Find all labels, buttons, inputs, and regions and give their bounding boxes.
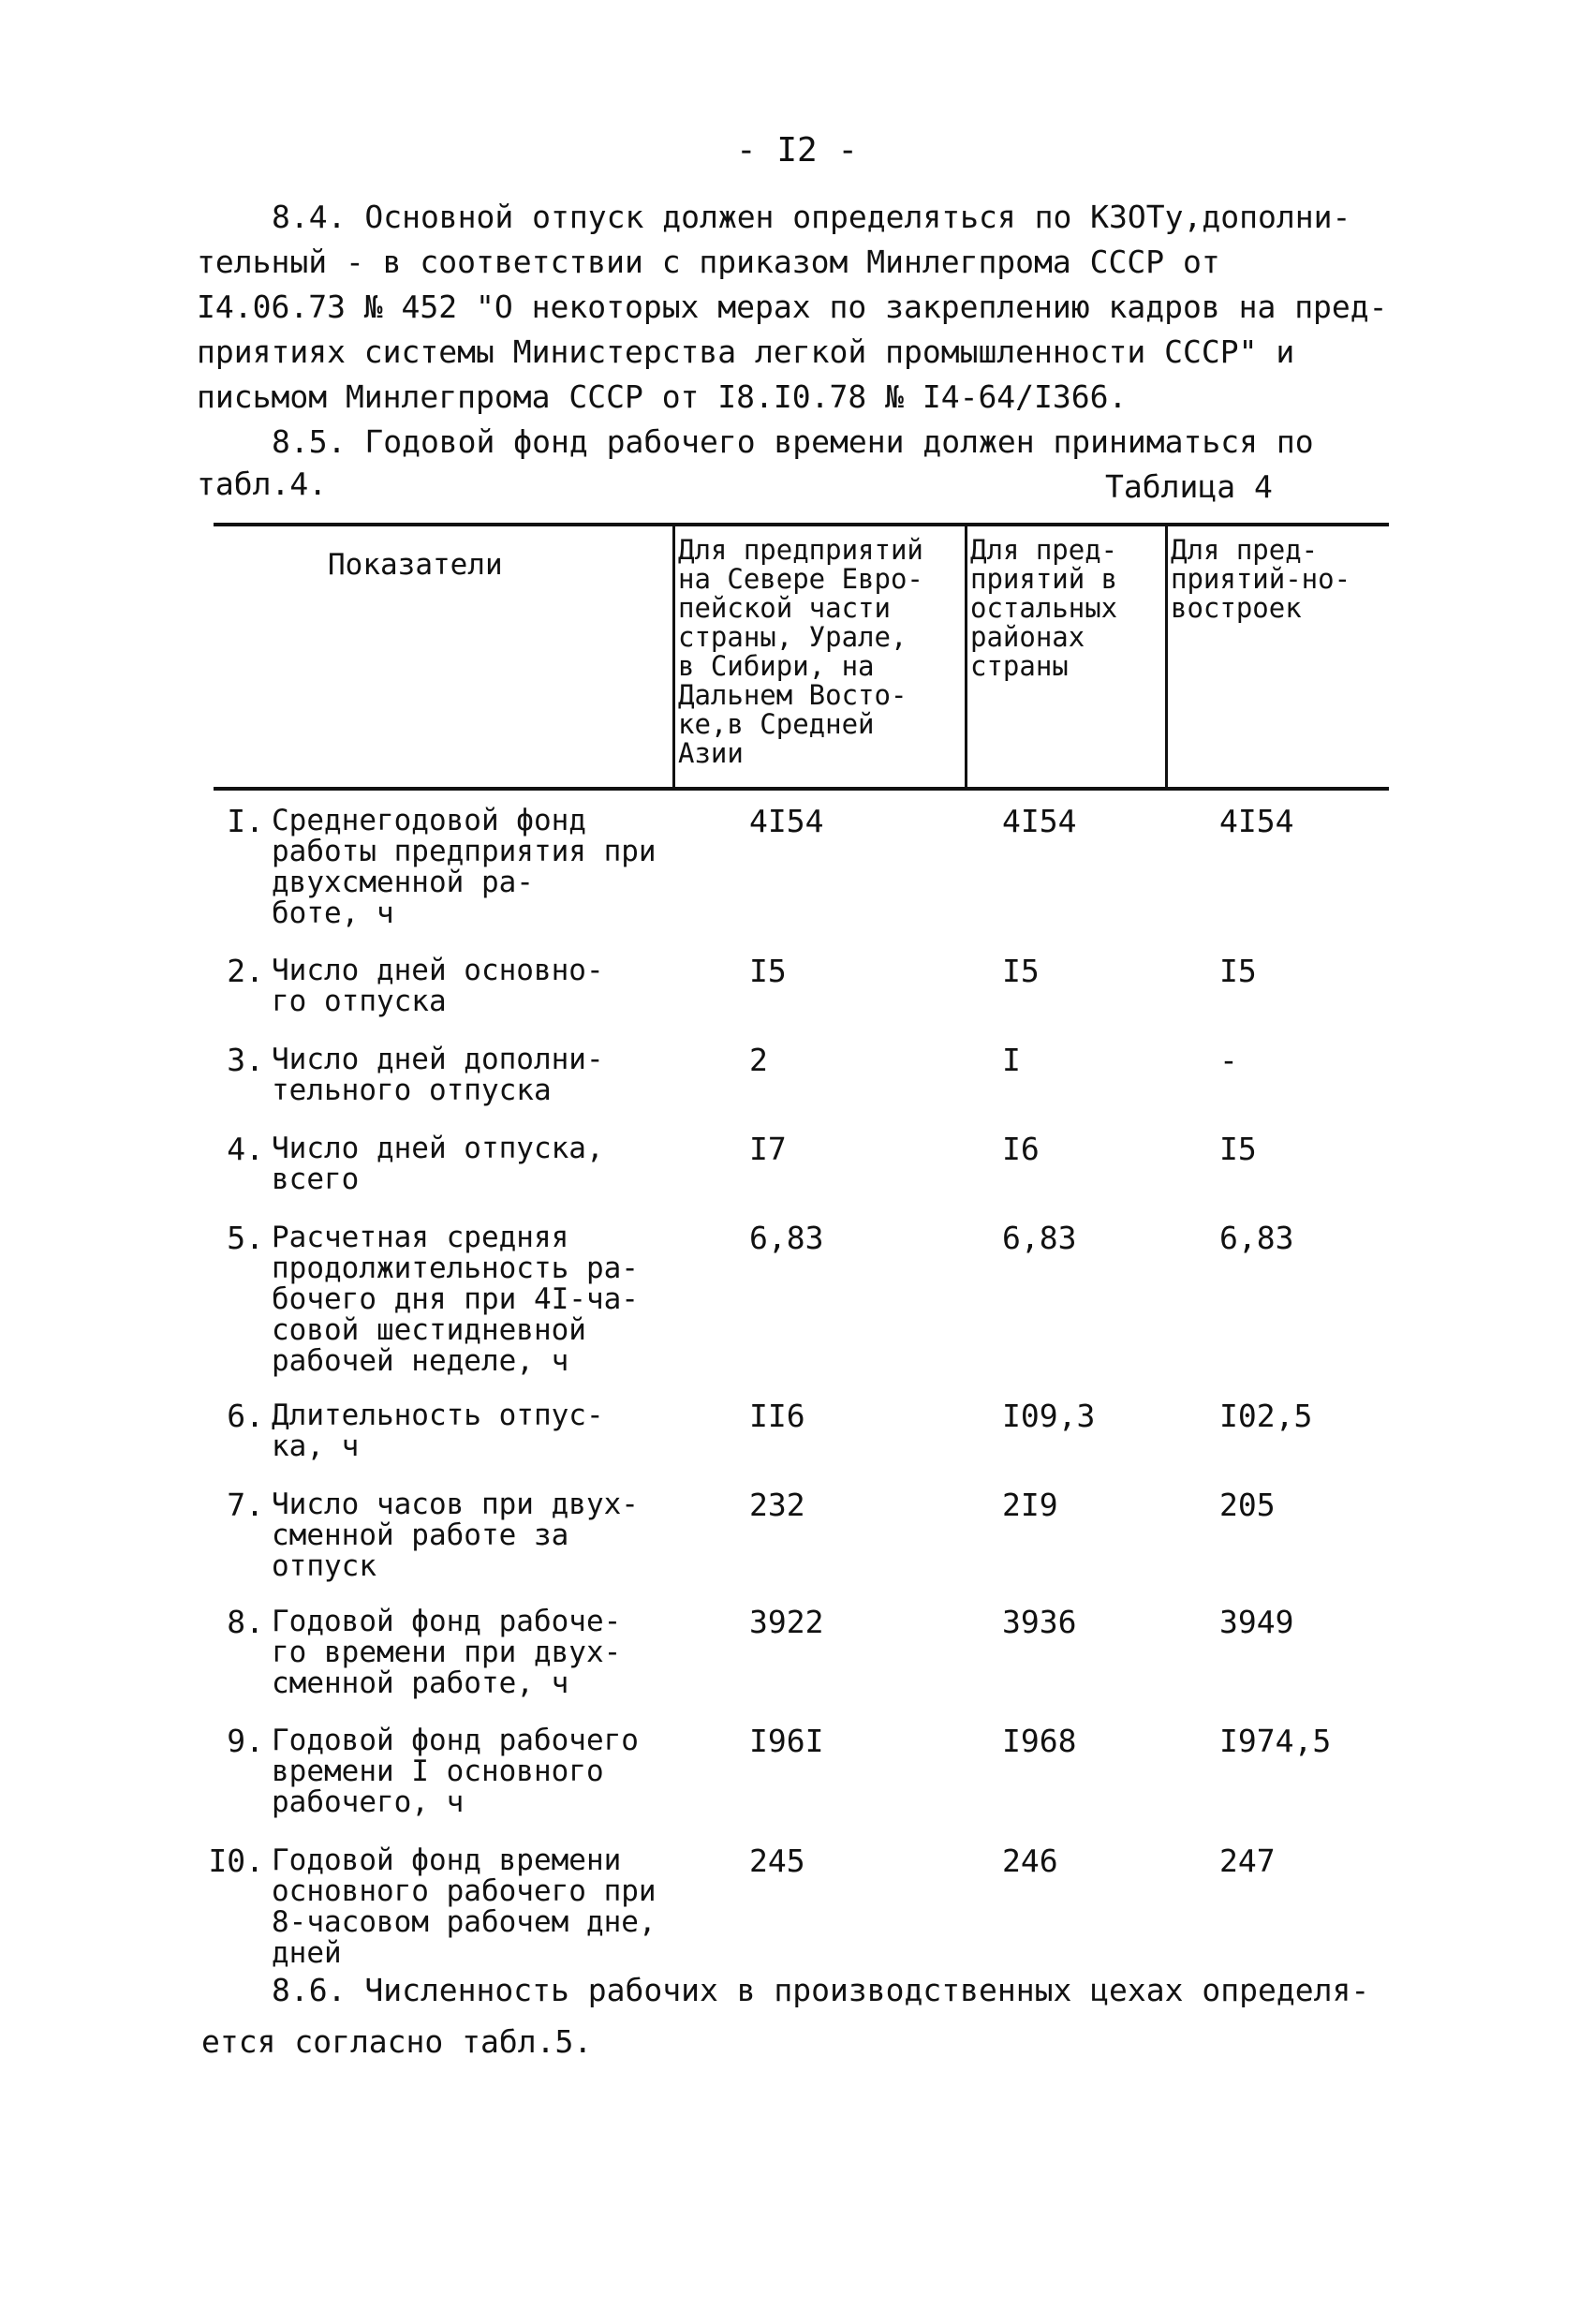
table-top-rule (214, 523, 1389, 526)
row-label: Длительность отпус- ка, ч (272, 1399, 604, 1463)
cell-value: 6,83 (1219, 1220, 1294, 1256)
cell-value: 4I54 (1002, 803, 1077, 839)
cell-value: I02,5 (1219, 1398, 1313, 1434)
row-label: Число дней отпуска, всего (272, 1132, 604, 1196)
row-number: 5. (227, 1220, 264, 1256)
column-divider (965, 525, 967, 789)
row-number: I0. (208, 1843, 264, 1879)
cell-value: I6 (1002, 1131, 1040, 1167)
cell-value: 2I9 (1002, 1487, 1058, 1523)
text-line: тельный - в соответствии с приказом Минлегпрома СССР от (197, 244, 1220, 280)
text-line: 8.5. Годовой фонд рабочего времени должен приниматься по (272, 423, 1314, 460)
cell-value: I5 (1219, 953, 1257, 989)
page-number: - I2 - (735, 131, 859, 170)
cell-value: I09,3 (1002, 1398, 1096, 1434)
cell-value: 3922 (749, 1604, 824, 1640)
cell-value: I5 (1219, 1131, 1257, 1167)
row-label: Годовой фонд рабочего времени I основного рабочего, ч (272, 1724, 639, 1819)
cell-value: I96I (749, 1723, 824, 1759)
cell-value: 6,83 (749, 1220, 824, 1256)
text-line: табл.4. (197, 466, 328, 502)
row-label: Число дней основно- го отпуска (272, 954, 604, 1018)
cell-value: II6 (749, 1398, 805, 1434)
cell-value: 247 (1219, 1843, 1276, 1879)
row-label: Число часов при двух- сменной работе за отпуск (272, 1488, 639, 1583)
cell-value: 6,83 (1002, 1220, 1077, 1256)
cell-value: 232 (749, 1487, 805, 1523)
cell-value: I974,5 (1219, 1723, 1332, 1759)
row-number: 2. (227, 953, 264, 989)
cell-value: I7 (749, 1131, 787, 1167)
cell-value: 4I54 (1219, 803, 1294, 839)
row-number: I. (227, 803, 264, 839)
cell-value: I968 (1002, 1723, 1077, 1759)
row-label: Число дней дополни- тельного отпуска (272, 1043, 604, 1107)
row-number: 4. (227, 1131, 264, 1167)
header-col-other-regions: Для пред- приятий в остальных районах страны (970, 534, 1118, 682)
column-divider (1165, 525, 1168, 789)
column-divider (672, 525, 675, 789)
row-number: 6. (227, 1398, 264, 1434)
row-label: Годовой фонд рабоче- го времени при двух- сменной работе, ч (272, 1605, 622, 1700)
table-header-rule (214, 787, 1389, 791)
cell-value: 2 (749, 1042, 768, 1078)
cell-value: I5 (1002, 953, 1040, 989)
row-number: 8. (227, 1604, 264, 1640)
cell-value: I5 (749, 953, 787, 989)
header-col-north: Для предприятий на Севере Евро- пейской части страны, Урале, в Сибири, на Дальнем Восто- ке,в Средней Азии (678, 534, 923, 769)
cell-value: 4I54 (749, 803, 824, 839)
row-label: Среднегодовой фонд работы предприятия при двухсменной ра- боте, ч (272, 804, 657, 930)
cell-value: 205 (1219, 1487, 1276, 1523)
cell-value: I (1002, 1042, 1021, 1078)
header-col-new-enterprises: Для пред- приятий-но- востроек (1171, 534, 1351, 624)
cell-value: 245 (749, 1843, 805, 1879)
row-label: Годовой фонд времени основного рабочего при 8-часовом рабочем дне, дней (272, 1843, 657, 1970)
row-number: 7. (227, 1487, 264, 1523)
text-line: 8.4. Основной отпуск должен определяться по КЗОТу,дополни- (272, 199, 1351, 235)
text-line: ется согласно табл.5. (201, 2023, 593, 2060)
text-line: приятиях системы Министерства легкой промышленности СССР" и (197, 333, 1295, 370)
row-number: 9. (227, 1723, 264, 1759)
text-line: I4.06.73 № 452 "О некоторых мерах по закреплению кадров на пред- (197, 289, 1388, 325)
cell-value: 3949 (1219, 1604, 1294, 1640)
text-line: 8.6. Численность рабочих в производственных цехах определя- (272, 1972, 1370, 2008)
cell-value: 246 (1002, 1843, 1058, 1879)
table-caption: Таблица 4 (1105, 468, 1273, 505)
cell-value: 3936 (1002, 1604, 1077, 1640)
header-indicator: Показатели (328, 548, 503, 582)
text-line: письмом Минлегпрома СССР от I8.I0.78 № I4-64/I366. (197, 378, 1128, 415)
cell-value: - (1219, 1042, 1238, 1078)
row-number: 3. (227, 1042, 264, 1078)
row-label: Расчетная средняя продолжительность ра- бочего дня при 4I-ча- совой шестидневной рабочей неделе, ч (272, 1221, 639, 1378)
